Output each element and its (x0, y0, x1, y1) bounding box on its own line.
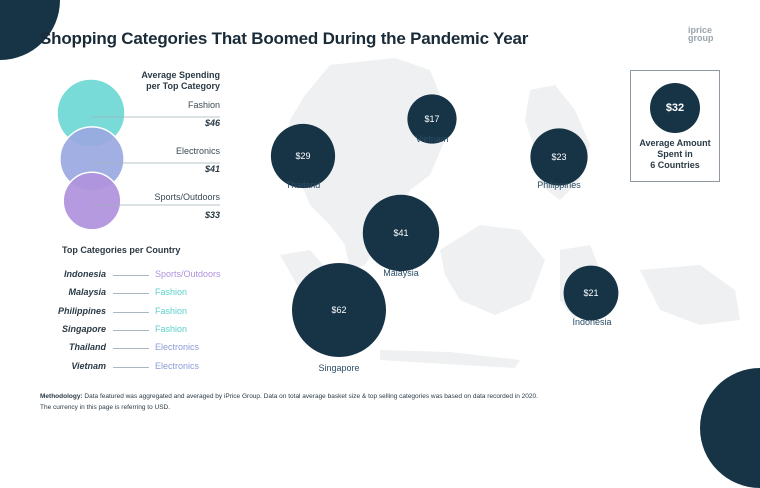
methodology-text: Data featured was aggregated and averaged by iPrice Group. Data on total average basket size & top selling categories was based on data recorded in 2020. (84, 393, 538, 400)
average-amount-caption (633, 138, 717, 171)
row-category-thailand: Electronics (155, 342, 200, 353)
bubble-value-thailand: $29 (295, 151, 311, 161)
chart-title: Shopping Categories That Boomed During the Pandemic Year (40, 29, 529, 48)
row-category-indonesia: Sports/Outdoors (155, 269, 221, 279)
legend-value-sports: $33 (204, 210, 220, 220)
row-country-thailand: Thailand (68, 342, 106, 353)
legend-value-fashion: $46 (204, 118, 220, 128)
row-category-vietnam: Electronics (155, 360, 200, 371)
legend-category-electronics: Electronics (175, 146, 220, 156)
row-country-singapore: Singapore (61, 323, 106, 334)
currency-note: The currency in this page is referring to USD. (40, 404, 171, 411)
country-label-vietnam: Vietnam (415, 134, 449, 144)
bubble-value-singapore: $62 (331, 305, 347, 315)
legend-title-line2: per Top Category (146, 81, 220, 91)
legend-bubble-2 (63, 172, 121, 230)
country-label-thailand: Thailand (285, 180, 321, 190)
top-categories-title: Top Categories per Country (62, 245, 181, 255)
row-connector-line (113, 275, 149, 276)
row-country-philippines: Philippines (57, 305, 106, 316)
average-caption-line3: 6 Countries (650, 160, 700, 170)
country-label-philippines: Philippines (537, 180, 581, 190)
bubble-value-vietnam: $17 (424, 114, 440, 124)
row-country-malaysia: Malaysia (68, 287, 106, 298)
bubble-value-indonesia: $21 (583, 288, 599, 298)
legend-title-line1: Average Spending (141, 70, 220, 80)
country-label-malaysia: Malaysia (383, 268, 419, 278)
row-country-indonesia: Indonesia (63, 269, 106, 279)
map-java (380, 350, 520, 368)
row-category-philippines: Fashion (155, 305, 188, 316)
country-label-singapore: Singapore (318, 363, 360, 373)
methodology-note (40, 391, 640, 413)
map-borneo (440, 225, 545, 315)
methodology-label: Methodology: (40, 393, 83, 400)
row-category-malaysia: Fashion (155, 287, 188, 298)
average-caption-line1: Average Amount (639, 138, 711, 148)
legend-category-sports: Sports/Outdoors (154, 192, 220, 202)
legend-title (120, 70, 220, 92)
average-caption-line2: Spent in (657, 149, 693, 159)
legend-value-electronics: $41 (204, 164, 220, 174)
row-connector-line (113, 312, 149, 313)
row-country-vietnam: Vietnam (71, 360, 106, 371)
bubble-value-philippines: $23 (551, 152, 567, 162)
average-amount-box (630, 70, 720, 182)
legend-category-fashion: Fashion (187, 100, 220, 110)
country-label-indonesia: Indonesia (572, 317, 612, 327)
iprice-logo: iprice group (688, 25, 714, 43)
row-connector-line (113, 348, 149, 349)
map-papua (640, 265, 740, 325)
row-connector-line (113, 367, 149, 368)
row-connector-line (113, 293, 149, 294)
row-connector-line (113, 330, 149, 331)
row-category-singapore: Fashion (155, 323, 188, 334)
bubble-value-malaysia: $41 (393, 228, 409, 238)
average-amount-bubble: $32 (650, 83, 700, 133)
